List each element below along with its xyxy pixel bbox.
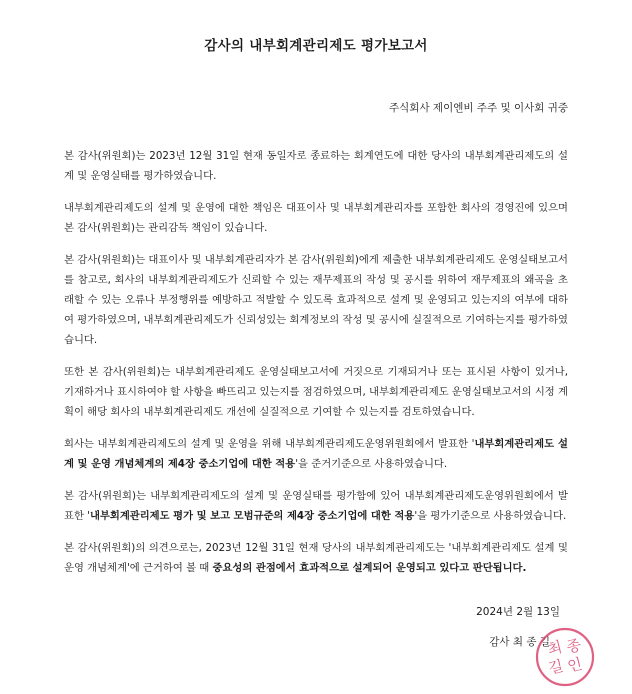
report-title: 감사의 내부회계관리제도 평가보고서 [204, 38, 428, 54]
report-body [64, 146, 568, 590]
paragraph-opinion [64, 538, 568, 578]
svg-text:최: 최 [545, 637, 565, 659]
addressee-line: 주식회사 제이엔비 주주 및 이사회 귀중 [389, 102, 568, 114]
paragraph-criteria [64, 486, 568, 526]
signer-name: 감사 최 종 길 [489, 636, 550, 648]
criteria-text-bold: 내부회계관리제도 평가 및 보고 모범규준의 제4장 중소기업에 대한 적용 [90, 510, 415, 522]
paragraph-framework [64, 434, 568, 474]
paragraph-responsibility: 내부회계관리제도의 설계 및 운영에 대한 책임은 대표이사 및 내부회계관리자를 포함한 회사의 경영진에 있으며 본 감사(위원회)는 관리감독 책임이 있습니다. [64, 202, 568, 234]
criteria-text-before: 본 감사(위원회)는 내부회계관리제도의 설계 및 운영실태를 평가함에 있어 내부회계관리제도운영위원회에서 발표한 ' [64, 490, 568, 522]
framework-text-before: 회사는 내부회계관리제도의 설계 및 운영을 위해 내부회계관리제도운영위원회에서 발표한 ' [64, 438, 475, 450]
report-date: 2024년 2월 13일 [476, 606, 560, 618]
seal-stamp-icon [534, 626, 596, 688]
svg-text:종: 종 [564, 635, 584, 657]
framework-text-after: '을 준거기준으로 사용하였습니다. [295, 458, 448, 470]
opinion-text-bold: 중요성의 관점에서 효과적으로 설계되어 운영되고 있다고 판단됩니다. [212, 562, 527, 574]
paragraph-evaluation: 본 감사(위원회)는 대표이사 및 내부회계관리자가 본 감사(위원회)에게 제출한 내부회계관리제도 운영실태보고서를 참고로, 회사의 내부회계관리제도가 신뢰할 수 있는 재무제표의 작성 및 공시를 위하여 재무제표의 왜곡을 초래할 수 있는 오류나 부정행위를 예방하고 적발할 수 있도록 효과적으로 설계 및 운영되고 있는지의 여부에 대하여 평가하였으며, 내부회계관리제도가 신뢰성있는 회계정보의 작성 및 공시에 실질적으로 기여하는지를 평가하였습니다. [64, 254, 568, 346]
opinion-text-before: 본 감사(위원회)의 의견으로는, 2023년 12월 31일 현재 당사의 내부회계관리제도는 '내부회계관리제도 설계 및 운영 개념체계'에 근거하여 볼 때 [64, 542, 568, 574]
paragraph-scope: 본 감사(위원회)는 2023년 12월 31일 현재 동일자로 종료하는 회계연도에 대한 당사의 내부회계관리제도의 설계 및 운영실태를 평가하였습니다. [64, 150, 568, 182]
svg-text:길: 길 [546, 656, 566, 678]
framework-text-bold: 내부회계관리제도 설계 및 운영 개념체계의 제4장 중소기업에 대한 적용 [64, 438, 568, 470]
criteria-text-after: '을 평가기준으로 사용하였습니다. [414, 510, 567, 522]
svg-text:인: 인 [565, 654, 585, 676]
paragraph-review: 또한 본 감사(위원회)는 내부회계관리제도 운영실태보고서에 거짓으로 기재되거나 또는 표시된 사항이 있거나, 기재하거나 표시하여야 할 사항을 빠뜨리고 있는지를 점검하였으며, 내부회계관리제도 운영실태보고서의 시정 계획이 해당 회사의 내부회계관리제도 개선에 실질적으로 기여할 수 있는지를 검토하였습니다. [64, 366, 568, 418]
